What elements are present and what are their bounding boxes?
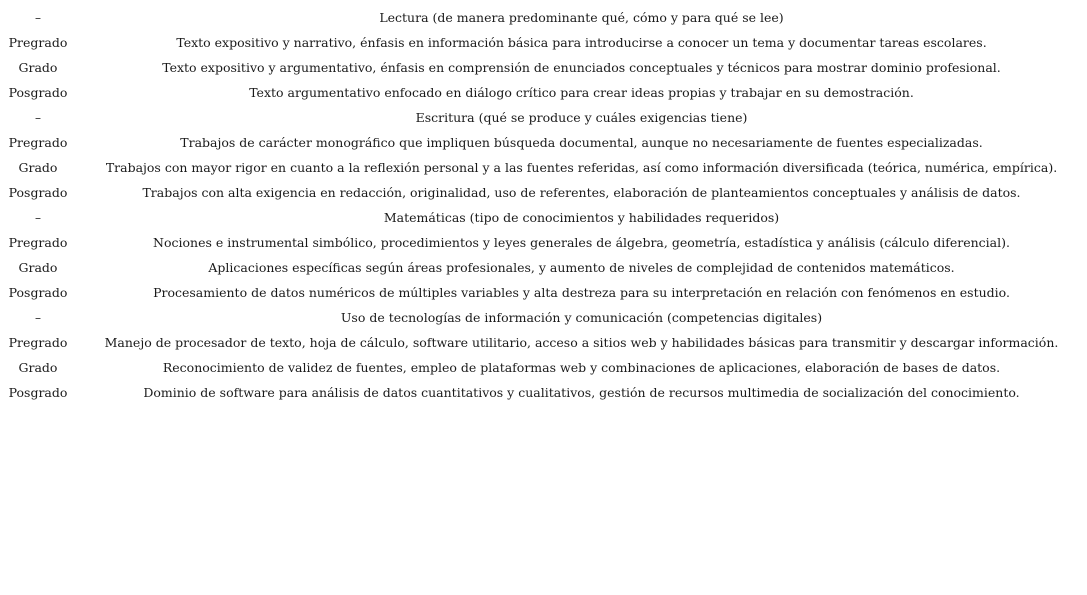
table-row <box>0 280 1087 305</box>
row-description: Texto expositivo y narrativo, énfasis en información básica para introducirse a conocer un tema y documentar tareas escolares. <box>176 35 987 50</box>
section-marker: – <box>35 210 41 225</box>
table-row <box>0 180 1087 205</box>
section-title: Lectura (de manera predominante qué, cómo y para qué se lee) <box>379 10 784 25</box>
row-level: Grado <box>18 260 58 275</box>
table-row <box>0 255 1087 280</box>
table-row <box>0 355 1087 380</box>
row-description: Manejo de procesador de texto, hoja de cálculo, software utilitario, acceso a sitios web y habilidades básicas para transmitir y descargar información. <box>104 335 1059 350</box>
row-level: Grado <box>18 160 58 175</box>
table-row <box>0 55 1087 80</box>
row-description: Trabajos de carácter monográfico que impliquen búsqueda documental, aunque no necesariamente de fuentes especializadas. <box>180 135 983 150</box>
section-header-reading <box>0 5 1087 30</box>
row-level: Posgrado <box>8 285 68 300</box>
section-marker: – <box>35 310 41 325</box>
section-marker: – <box>35 110 41 125</box>
competencies-table <box>0 5 1087 405</box>
row-level: Pregrado <box>8 335 68 350</box>
row-description: Aplicaciones específicas según áreas profesionales, y aumento de niveles de complejidad de contenidos matemáticos. <box>208 260 955 275</box>
table-row <box>0 30 1087 55</box>
row-level: Pregrado <box>8 235 68 250</box>
table-row <box>0 230 1087 255</box>
row-level: Grado <box>18 60 58 75</box>
row-level: Posgrado <box>8 85 68 100</box>
row-level: Posgrado <box>8 385 68 400</box>
row-description: Texto expositivo y argumentativo, énfasis en comprensión de enunciados conceptuales y técnicos para mostrar dominio profesional. <box>162 60 1001 75</box>
section-header-mathematics <box>0 205 1087 230</box>
row-level: Pregrado <box>8 135 68 150</box>
table-row <box>0 80 1087 105</box>
section-header-ict <box>0 305 1087 330</box>
row-description: Texto argumentativo enfocado en diálogo crítico para crear ideas propias y trabajar en su demostración. <box>249 85 914 100</box>
row-description: Trabajos con mayor rigor en cuanto a la reflexión personal y a las fuentes referidas, así como información diversificada (teórica, numérica, empírica). <box>105 160 1058 175</box>
section-title: Escritura (qué se produce y cuáles exigencias tiene) <box>415 110 748 125</box>
row-level: Posgrado <box>8 185 68 200</box>
row-description: Nociones e instrumental simbólico, procedimientos y leyes generales de álgebra, geometría, estadística y análisis (cálculo diferencial). <box>153 235 1010 250</box>
row-level: Grado <box>18 360 58 375</box>
section-title: Uso de tecnologías de información y comunicación (competencias digitales) <box>340 310 823 325</box>
row-level: Pregrado <box>8 35 68 50</box>
table-row <box>0 155 1087 180</box>
table-row <box>0 130 1087 155</box>
section-marker: – <box>35 10 41 25</box>
section-title: Matemáticas (tipo de conocimientos y habilidades requeridos) <box>383 210 780 225</box>
row-description: Trabajos con alta exigencia en redacción, originalidad, uso de referentes, elaboración de planteamientos conceptuales y análisis de datos. <box>142 185 1021 200</box>
section-header-writing <box>0 105 1087 130</box>
table-row <box>0 380 1087 405</box>
row-description: Reconocimiento de validez de fuentes, empleo de plataformas web y combinaciones de aplicaciones, elaboración de bases de datos. <box>162 360 1001 375</box>
table-row <box>0 330 1087 355</box>
row-description: Dominio de software para análisis de datos cuantitativos y cualitativos, gestión de recursos multimedia de socialización del conocimiento. <box>143 385 1020 400</box>
row-description: Procesamiento de datos numéricos de múltiples variables y alta destreza para su interpretación en relación con fenómenos en estudio. <box>153 285 1010 300</box>
